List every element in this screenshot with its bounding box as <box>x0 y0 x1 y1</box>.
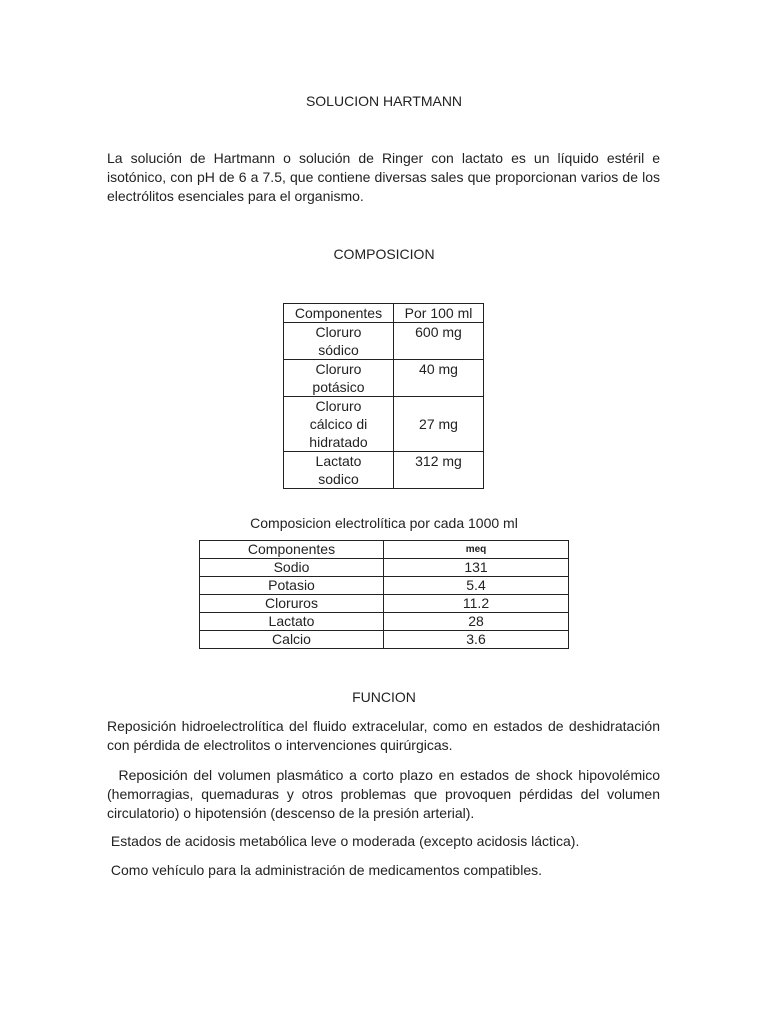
table-row <box>200 595 569 613</box>
value-cell: 28 <box>384 613 569 631</box>
intro-paragraph: La solución de Hartmann o solución de Ringer con lactato es un líquido estéril e isotónico, con pH de 6 a 7.5, que contiene diversas sales que proporcionan varios de los electrólitos esenciales para el organismo. <box>107 150 660 204</box>
function-paragraph: Estados de acidosis metabólica leve o moderada (excepto acidosis láctica). <box>107 833 580 849</box>
composition-heading: COMPOSICION <box>333 246 435 262</box>
component-line: Cloruro <box>315 398 362 414</box>
table-row <box>200 559 569 577</box>
function-paragraph: Como vehículo para la administración de medicamentos compatibles. <box>107 862 542 878</box>
component-line: cálcico di <box>309 416 368 432</box>
value-cell: 27 mg <box>394 397 484 452</box>
component-line: sodico <box>318 471 359 487</box>
component-cell: Sodio <box>200 559 384 577</box>
table-header-row <box>200 541 569 559</box>
component-cell <box>284 452 394 489</box>
header-cell: Componentes <box>284 304 394 323</box>
component-line: Lactato <box>315 453 362 469</box>
electrolytes-table <box>199 540 569 649</box>
table-row <box>200 577 569 595</box>
component-cell <box>284 323 394 360</box>
header-cell: meq <box>384 541 569 559</box>
table-row <box>200 631 569 649</box>
table-row <box>284 360 484 397</box>
table-row <box>200 613 569 631</box>
electrolytes-heading: Composicion electrolítica por cada 1000 ml <box>250 515 518 531</box>
value-cell: 40 mg <box>394 360 484 397</box>
table-row <box>284 452 484 489</box>
component-line: Cloruro <box>315 361 362 377</box>
component-cell: Cloruros <box>200 595 384 613</box>
component-cell <box>284 360 394 397</box>
function-heading: FUNCION <box>352 689 416 705</box>
function-paragraph: Reposición hidroelectrolítica del fluido extracelular, como en estados de deshidratación con pérdida de electrolitos o intervenciones quirúrgicas. <box>107 718 660 753</box>
component-line: Cloruro <box>315 324 362 340</box>
component-line: hidratado <box>309 434 368 450</box>
value-cell: 11.2 <box>384 595 569 613</box>
table-row <box>284 323 484 360</box>
component-cell: Potasio <box>200 577 384 595</box>
header-cell: Componentes <box>200 541 384 559</box>
component-line: sódico <box>318 342 359 358</box>
header-cell: Por 100 ml <box>394 304 484 323</box>
document-title: SOLUCION HARTMANN <box>305 93 463 109</box>
component-cell: Lactato <box>200 613 384 631</box>
function-paragraph: Reposición del volumen plasmático a corto plazo en estados de shock hipovolémico (hemorragias, quemaduras y otros problemas que provoquen pérdidas del volumen circulatorio) o hipotensión (descenso de la presión arterial). <box>107 767 664 821</box>
table-header-row <box>284 304 484 323</box>
table-row <box>284 397 484 452</box>
value-cell: 3.6 <box>384 631 569 649</box>
component-cell: Calcio <box>200 631 384 649</box>
value-cell: 600 mg <box>394 323 484 360</box>
value-cell: 5.4 <box>384 577 569 595</box>
component-line: potásico <box>312 379 365 395</box>
value-cell: 131 <box>384 559 569 577</box>
component-cell <box>284 397 394 452</box>
value-cell: 312 mg <box>394 452 484 489</box>
composition-table <box>283 303 484 489</box>
